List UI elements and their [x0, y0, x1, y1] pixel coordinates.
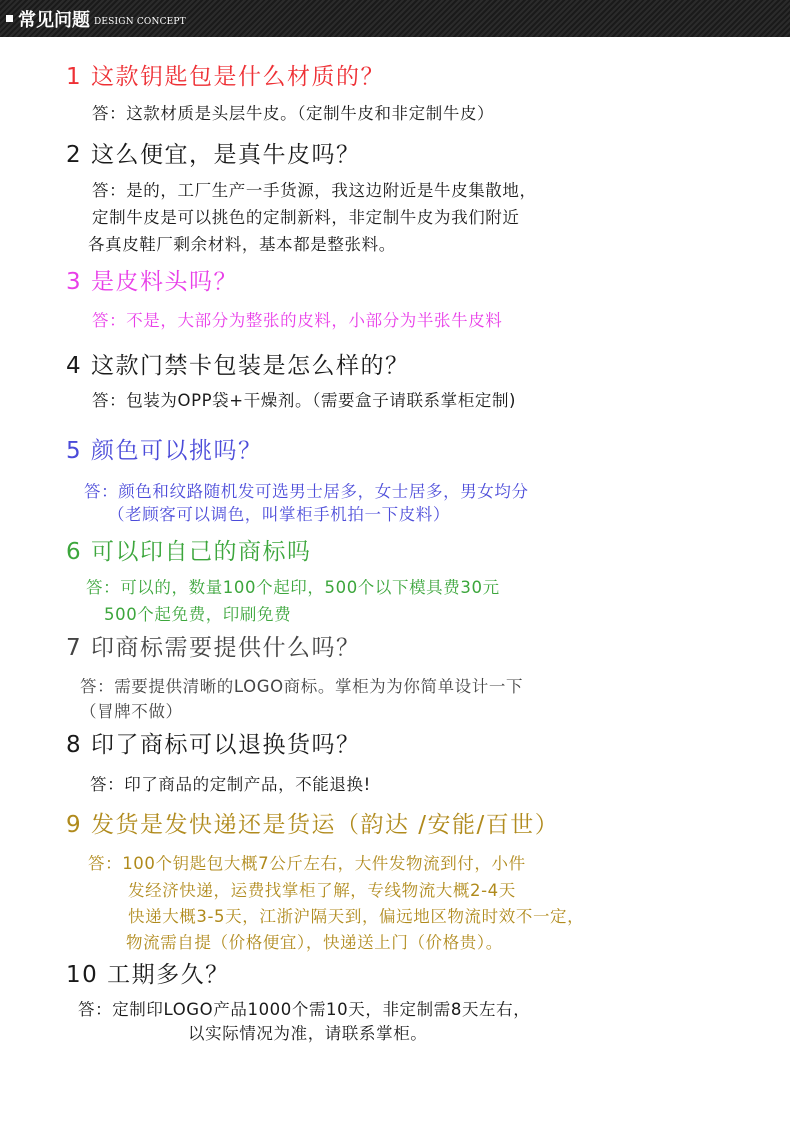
- faq-answer-10-line-2: 以实际情况为准，请联系掌柜。: [188, 1024, 428, 1043]
- faq-answer-2-line-1: 答：是的，工厂生产一手货源，我这边附近是牛皮集散地，: [92, 181, 537, 200]
- faq-answer-6-line-2: 500个起免费，印刷免费: [104, 605, 292, 624]
- section-subtitle: DESIGN CONCEPT: [94, 17, 186, 27]
- faq-answer-2-line-3: 各真皮鞋厂剩余材料，基本都是整张料。: [88, 235, 396, 254]
- faq-question-4: 4 这款门禁卡包装是怎么样的？: [66, 353, 410, 379]
- faq-answer-2-line-2: 定制牛皮是可以挑色的定制新料，非定制牛皮为我们附近: [92, 208, 520, 227]
- faq-answer-9-line-1: 答：100个钥匙包大概7公斤左右，大件发物流到付，小件: [88, 854, 526, 873]
- faq-answer-10-line-1: 答：定制印LOGO产品1000个需10天，非定制需8天左右，: [78, 1000, 531, 1019]
- faq-answer-4-line-1: 答：包装为OPP袋+干燥剂。（需要盒子请联系掌柜定制): [92, 391, 517, 410]
- section-header: [0, 0, 790, 37]
- square-bullet-icon: [6, 15, 13, 22]
- faq-answer-5-line-1: 答：颜色和纹路随机发可选男士居多，女士居多，男女均分: [84, 482, 529, 501]
- faq-answer-7-line-1: 答：需要提供清晰的LOGO商标。掌柜为为你简单设计一下: [80, 677, 524, 696]
- faq-question-2: 2 这么便宜，是真牛皮吗？: [66, 142, 361, 168]
- faq-answer-3-line-1: 答：不是，大部分为整张的皮料，小部分为半张牛皮料: [92, 311, 503, 330]
- section-title: 常见问题: [18, 9, 90, 31]
- faq-question-5: 5 颜色可以挑吗？: [66, 438, 263, 464]
- faq-answer-9-line-4: 物流需自提（价格便宜），快递送上门（价格贵）。: [126, 933, 503, 952]
- faq-answer-9-line-2: 发经济快递，运费找掌柜了解，专线物流大概2-4天: [128, 881, 516, 900]
- faq-answer-6-line-1: 答：可以的，数量100个起印，500个以下模具费30元: [86, 578, 500, 597]
- faq-question-10: 10 工期多久？: [66, 962, 230, 988]
- faq-answer-1-line-1: 答：这款材质是头层牛皮。（定制牛皮和非定制牛皮）: [92, 104, 495, 123]
- faq-question-7: 7 印商标需要提供什么吗？: [66, 635, 361, 661]
- faq-question-3: 3 是皮料头吗？: [66, 269, 238, 295]
- faq-answer-7-line-2: （冒牌不做）: [80, 702, 183, 721]
- faq-answer-9-line-3: 快递大概3-5天，江浙沪隔天到，偏远地区物流时效不一定，: [128, 907, 585, 926]
- faq-question-9: 9 发货是发快递还是货运（韵达 /安能/百世）: [66, 812, 560, 838]
- faq-question-1: 1 这款钥匙包是什么材质的？: [66, 64, 385, 90]
- faq-question-6: 6 可以印自己的商标吗: [66, 539, 312, 565]
- faq-question-8: 8 印了商标可以退换货吗？: [66, 732, 361, 758]
- faq-answer-5-line-2: （老顾客可以调色，叫掌柜手机拍一下皮料）: [108, 505, 450, 524]
- faq-answer-8-line-1: 答：印了商品的定制产品，不能退换!: [90, 775, 371, 794]
